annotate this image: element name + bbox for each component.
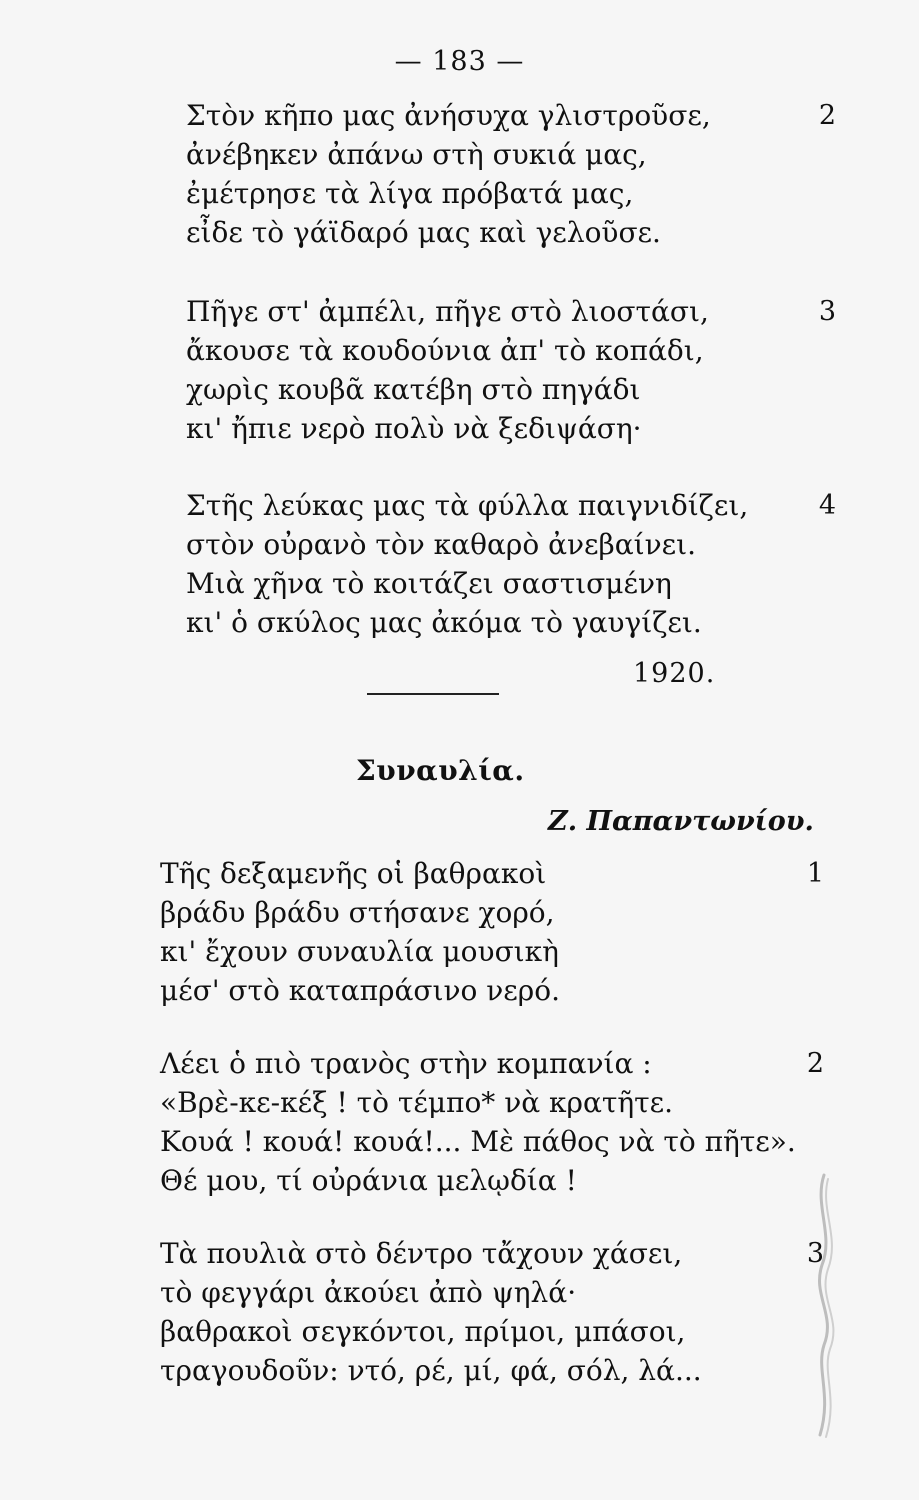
verse-line: τραγουδοῦν: ντό, ρέ, μί, φά, σόλ, λά... (160, 1354, 702, 1387)
pencil-scribble-mark (794, 1165, 854, 1445)
verse-line: κι' ἔχουν συναυλία μουσικὴ (160, 935, 559, 968)
verse-line: εἶδε τὸ γάϊδαρό μας καὶ γελοῦσε. (186, 216, 661, 249)
verse-line: Κουά ! κουά! κουά!... Μὲ πάθος νὰ τὸ πῆτε». (160, 1125, 796, 1158)
verse-line: Λέει ὁ πιὸ τρανὸς στὴν κομπανία : (160, 1047, 652, 1080)
poem2-stanza-3 (160, 1234, 824, 1390)
verse-line: Στὸν κῆπο μας ἀνήσυχα γλιστροῦσε, (186, 99, 711, 132)
poem-year: 1920. (633, 658, 716, 689)
poem2-stanza-2 (160, 1044, 824, 1200)
verse-line: κι' ἤπιε νερὸ πολὺ νὰ ξεδιψάση· (186, 412, 642, 445)
verse-line: χωρὶς κουβᾶ κατέβη στὸ πηγάδι (186, 373, 641, 406)
verse-line: «Βρὲ-κε-κέξ ! τὸ τέμπο* νὰ κρατῆτε. (160, 1086, 674, 1119)
verse-line: ἄκουσε τὰ κουδούνια ἀπ' τὸ κοπάδι, (186, 334, 704, 367)
poem2-stanza-1 (160, 854, 824, 1010)
verse-line: βράδυ βράδυ στήσανε χορό, (160, 896, 555, 929)
stanza-number: 2 (818, 100, 836, 131)
section-divider (367, 693, 499, 695)
stanza-number: 4 (818, 490, 836, 521)
poem1-stanza-4 (186, 486, 836, 642)
verse-line: Στῆς λεύκας μας τὰ φύλλα παιγνιδίζει, (186, 489, 749, 522)
verse-line: κι' ὁ σκύλος μας ἀκόμα τὸ γαυγίζει. (186, 606, 702, 639)
poem1-stanza-3 (186, 292, 836, 448)
poem-title: Συναυλία. (356, 754, 525, 787)
page-number: — 183 — (394, 46, 525, 77)
verse-line: ἐμέτρησε τὰ λίγα πρόβατά μας, (186, 177, 634, 210)
verse-line: Πῆγε στ' ἀμπέλι, πῆγε στὸ λιοστάσι, (186, 295, 709, 328)
verse-line: Θέ μου, τί οὐράνια μελῳδία ! (160, 1164, 577, 1197)
stanza-number: 3 (818, 296, 836, 327)
verse-line: στὸν οὐρανὸ τὸν καθαρὸ ἀνεβαίνει. (186, 528, 696, 561)
poem-author: Ζ. Παπαντωνίου. (548, 806, 814, 837)
stanza-number: 2 (806, 1048, 824, 1079)
verse-line: τὸ φεγγάρι ἀκούει ἀπὸ ψηλά· (160, 1276, 577, 1309)
verse-line: ἀνέβηκεν ἀπάνω στὴ συκιά μας, (186, 138, 647, 171)
stanza-number: 1 (806, 858, 824, 889)
stanza-number: 3 (806, 1238, 824, 1269)
verse-line: Τῆς δεξαμενῆς οἱ βαθρακοὶ (160, 857, 547, 890)
verse-line: Μιὰ χῆνα τὸ κοιτάζει σαστισμένη (186, 567, 672, 600)
verse-line: βαθρακοὶ σεγκόντοι, πρίμοι, μπάσοι, (160, 1315, 686, 1348)
verse-line: μέσ' στὸ καταπράσινο νερό. (160, 974, 560, 1007)
verse-line: Τὰ πουλιὰ στὸ δέντρο τἄχουν χάσει, (160, 1237, 683, 1270)
poem1-stanza-2 (186, 96, 836, 252)
